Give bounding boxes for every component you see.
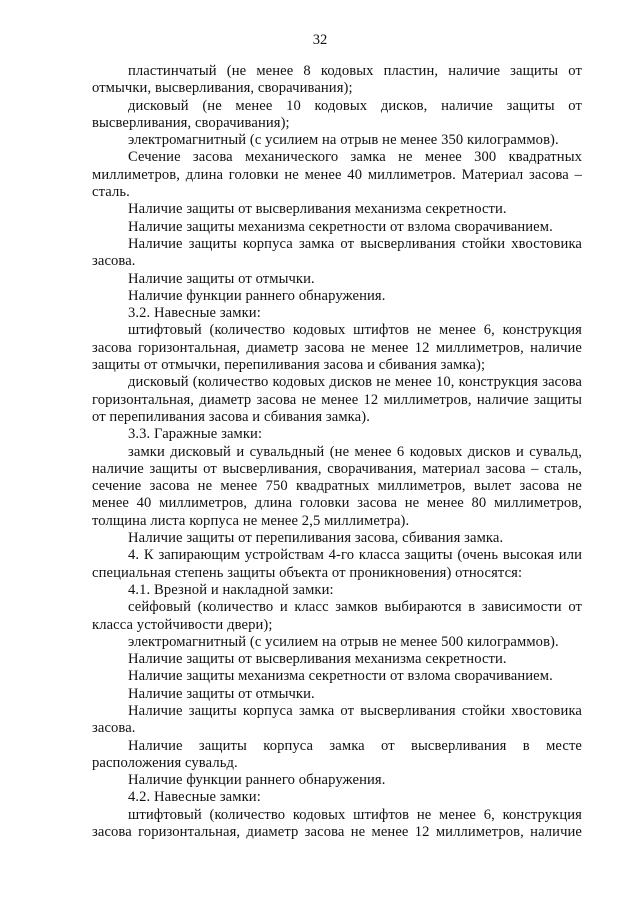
paragraph: Наличие функции раннего обнаружения. <box>128 772 386 789</box>
paragraph: 4. К запирающим устройствам 4-го класса защиты (очень высокая или специальная степень защиты объекта от проникновения) относятся: <box>92 547 582 581</box>
paragraph: электромагнитный (с усилием на отрыв не менее 350 килограммов). <box>128 132 559 149</box>
page-number: 32 <box>312 32 328 48</box>
paragraph: Наличие защиты от отмычки. <box>128 270 315 287</box>
paragraph: Наличие защиты от высверливания механизма секретности. <box>128 201 507 218</box>
paragraph: Наличие защиты корпуса замка от высверливания стойки хвостовика засова. <box>92 702 582 737</box>
paragraph: Наличие функции раннего обнаружения. <box>128 287 386 304</box>
paragraph: электромагнитный (с усилием на отрыв не менее 500 килограммов). <box>128 633 559 650</box>
document-body <box>92 63 582 841</box>
paragraph: Наличие защиты от высверливания механизма секретности. <box>128 651 507 668</box>
paragraph: Наличие защиты механизма секретности от взлома сворачиванием. <box>128 218 553 235</box>
paragraph: Наличие защиты корпуса замка от высверливания в месте расположения сувальд. <box>92 737 582 771</box>
paragraph: 3.2. Навесные замки: <box>128 305 261 322</box>
paragraph: штифтовый (количество кодовых штифтов не менее 6, конструкция засова горизонтальная, диаметр засова не менее 12 миллиметров, наличие <box>92 806 582 841</box>
paragraph: Наличие защиты от перепиливания засова, сбивания замка. <box>128 530 504 547</box>
paragraph: дисковый (не менее 10 кодовых дисков, наличие защиты от высверливания, сворачивания); <box>92 97 582 131</box>
paragraph: 4.1. Врезной и накладной замки: <box>128 581 334 598</box>
paragraph: 3.3. Гаражные замки: <box>128 426 263 443</box>
paragraph: Сечение засова механического замка не менее 300 квадратных миллиметров, длина головки не менее 40 миллиметров. Материал засова – сталь. <box>92 149 582 201</box>
paragraph: пластинчатый (не менее 8 кодовых пластин, наличие защиты от отмычки, высверливания, сворачивания); <box>92 63 582 97</box>
paragraph: дисковый (количество кодовых дисков не менее 10, конструкция засова горизонтальная, диаметр засова не менее 12 миллиметров, наличие защиты от перепиливания засова и сбивания замка). <box>92 374 582 425</box>
paragraph: штифтовый (количество кодовых штифтов не менее 6, конструкция засова горизонтальная, диаметр засова не менее 12 миллиметров, наличие защиты от отмычки, перепиливания засова и сбивания замка); <box>92 322 582 374</box>
paragraph: Наличие защиты от отмычки. <box>128 685 315 702</box>
paragraph: Наличие защиты механизма секретности от взлома сворачиванием. <box>128 668 553 685</box>
paragraph: 4.2. Навесные замки: <box>128 789 261 806</box>
paragraph: Наличие защиты корпуса замка от высверливания стойки хвостовика засова. <box>92 235 582 270</box>
paragraph: сейфовый (количество и класс замков выбираются в зависимости от класса устойчивости двери); <box>92 599 582 633</box>
paragraph: замки дисковый и сувальдный (не менее 6 кодовых дисков и сувальд, наличие защиты от высверливания, сворачивания, материал засова – сталь, сечение засова не менее 750 квадратных миллиметров, вылет засова не менее 40 миллиметров, длина головки засова не менее 80 миллиметров, толщина листа корпуса не менее 2,5 миллиметра). <box>92 443 582 529</box>
